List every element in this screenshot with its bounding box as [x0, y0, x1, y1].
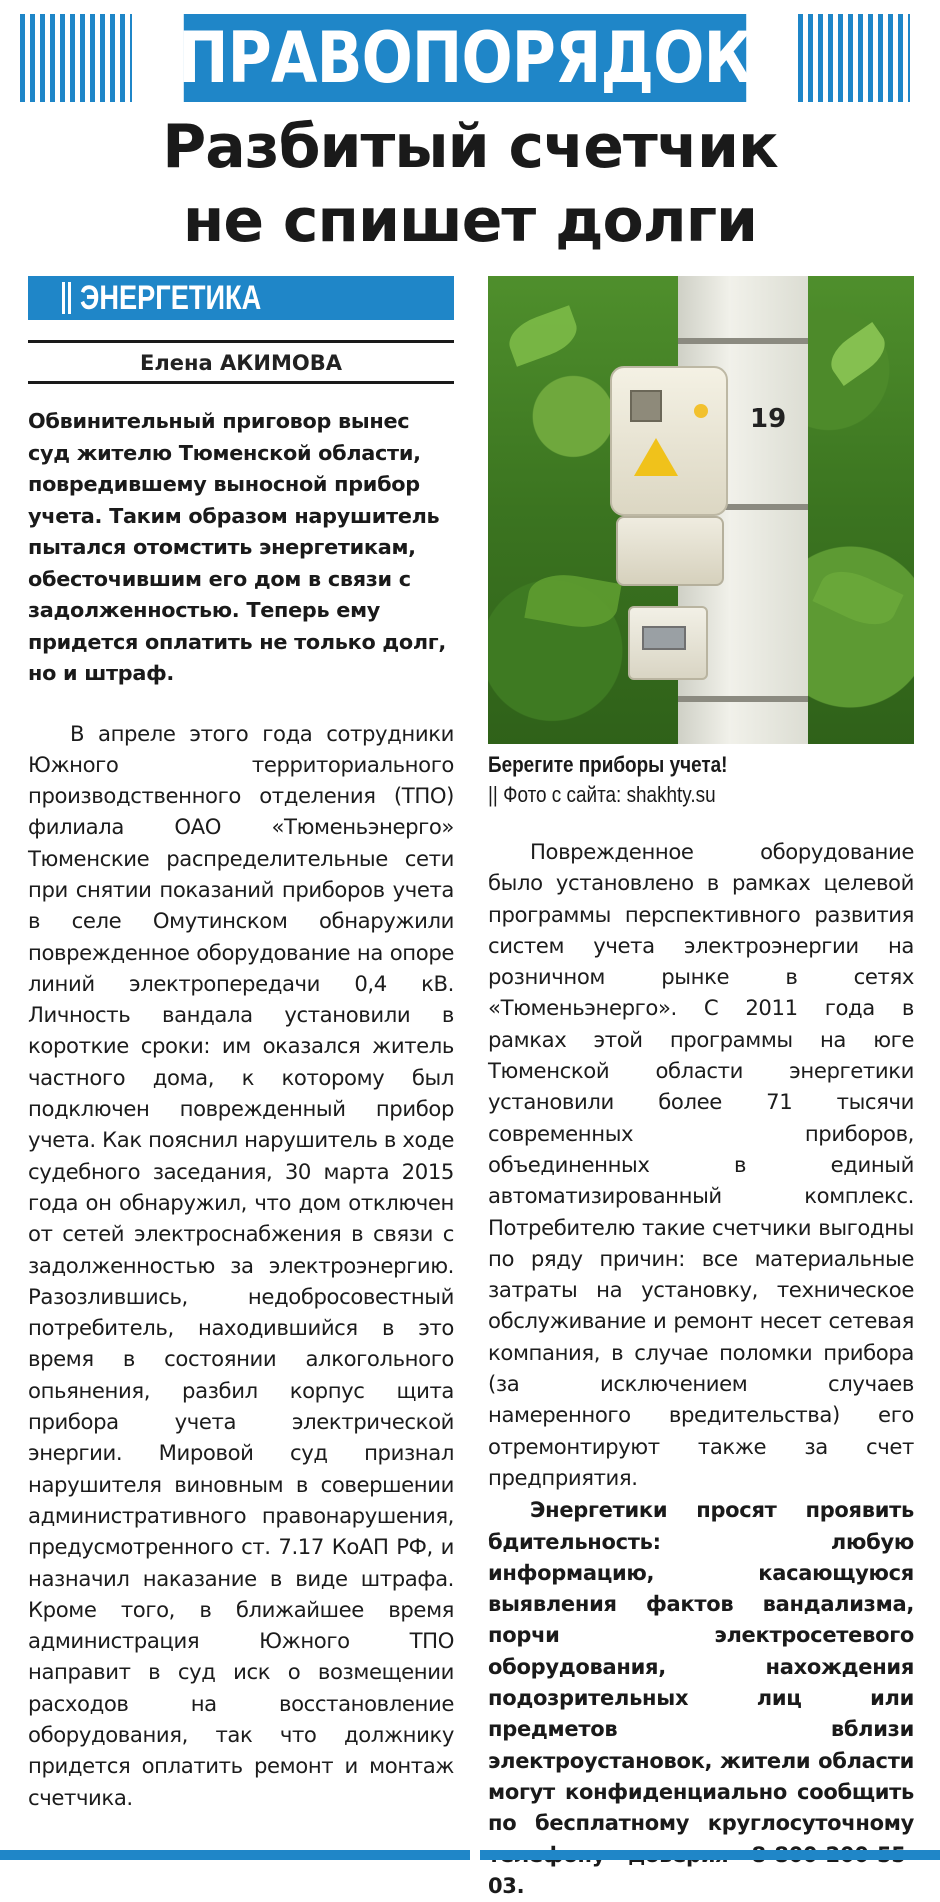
- rubric-band: [20, 14, 910, 102]
- rubric-title: ПРАВОПОРЯДОК: [184, 14, 746, 102]
- pole-strap: [678, 696, 808, 702]
- byline: Елена АКИМОВА: [140, 351, 342, 375]
- headline-line-1: Разбитый счетчик: [162, 112, 778, 182]
- meter-window: [630, 390, 662, 422]
- closing-appeal-paragraph: Энергетики просят проявить бдительность: любую информацию, касающуюся выявления фактов вандализма, порчи электросетевого оборудования, нахождения подозрительных лиц или предметов вблизи электроустановок, жители области могут конфиденциально сообщить по бесплатному круглосуточному 03.: [488, 1498, 914, 1898]
- section-tag: [28, 276, 454, 320]
- right-column: [488, 276, 914, 1902]
- lead-paragraph: Обвинительный приговор вынес суд жителю Тюменской области, повредившему выносной прибор учета. Таким образом нарушитель пытался отомстить энергетикам, обесточившим его дом в связи с задолженностью. Теперь ему придется оплатить не только долг, но и штраф.: [28, 409, 446, 685]
- article-headline: [0, 110, 940, 258]
- meter-display: [642, 626, 686, 650]
- body-paragraph-left: В апреле этого года сотрудники Южного территориального производственного отделения (ТПО) филиала ОАО «Тюменьэнерго» Тюменские распределительные сети при снятии показаний приборов учета в селе Омутинском обнаружили поврежденное оборудование на опоре линий электропередачи 0,4 кВ. Личность вандала установили в короткие сроки: им оказался житель частного дома, к которому был подключен поврежденный прибор учета. Как пояснил нарушитель в ходе судебного заседания, 30 марта 2015 года он обнаружил, что дом отключен от сетей электроснабжения в связи с задолженностью за электроэнергию. Разозлившись, недобросовестный потребитель, находившийся в это время в состоянии алкогольного опьянения, разбил корпус щита прибора учета электрической энергии. Мировой суд признал нарушителя виновным в совершении административного правонарушения, предусмотренного ст. 7.17 КоАП РФ, и назначил наказание в виде штрафа. Кроме того, в ближайшее время администрация Южного ТПО направит в суд иск о возмещении расходов на восстановление оборудования, так что должнику придется оплатить ремонт и монтаж счетчика.: [28, 720, 454, 1810]
- foliage: [812, 561, 903, 635]
- footer-rule-gap: [470, 1850, 480, 1860]
- foliage: [823, 322, 893, 386]
- photo-caption-title: Берегите приборы учета!: [488, 752, 728, 777]
- pole-strap: [678, 338, 808, 344]
- headline-line-2: не спишет долги: [182, 186, 758, 256]
- rubric-stripes-right: [798, 14, 910, 102]
- pole-number: 19: [750, 404, 787, 434]
- left-column: [28, 276, 454, 1813]
- foliage: [524, 569, 621, 634]
- photo-credit: || Фото с сайта: shakhty.su: [488, 782, 716, 807]
- indicator-light-icon: [694, 404, 708, 418]
- body-paragraph-right: Поврежденное оборудование было установлено в рамках целевой программы перспективного развития систем учета электроэнергии на розничном рынке в сетях «Тюменьэнерго». С 2011 года в рамках этой программы на юге Тюменской области энергетики установили более 71 тысячи современных приборов, объединенных в единый автоматизированный комплекс. Потребителю такие счетчики выгодны по ряду причин: все материальные затраты на установку, техническое обслуживание и ремонт несет сетевая компания, в случае поломки прибора (за исключением случаев намеренного вредительства) его отремонтируют также за счет предприятия.: [488, 839, 914, 1490]
- rubric-stripes-left: [20, 14, 132, 102]
- article-photo: [488, 276, 914, 744]
- divider: [28, 381, 454, 384]
- double-bar-icon: [62, 282, 71, 314]
- electric-meter: [628, 606, 708, 680]
- section-tag-label: ЭНЕРГЕТИКА: [80, 278, 262, 317]
- foliage: [503, 305, 582, 367]
- high-voltage-warning-icon: [634, 438, 678, 476]
- meter-box-lower: [616, 516, 724, 586]
- meter-box: [610, 366, 728, 516]
